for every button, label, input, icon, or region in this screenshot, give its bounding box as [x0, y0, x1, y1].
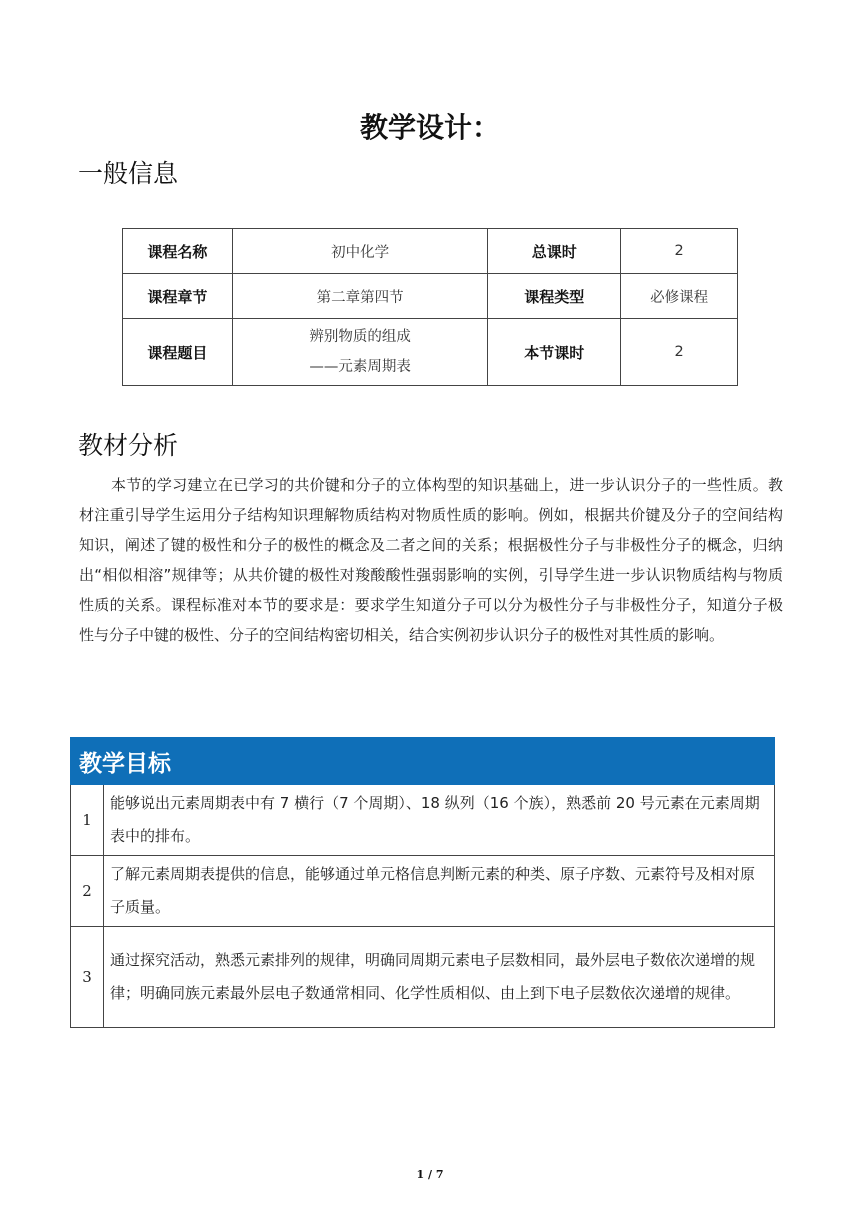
goal-number: 1 [71, 785, 104, 856]
course-topic-label: 课程题目 [123, 319, 233, 386]
course-topic-value [232, 319, 488, 386]
course-chapter-value: 第二章第四节 [232, 274, 488, 319]
goals-header-row [71, 738, 775, 785]
teaching-goals-heading: 教学目标 [71, 738, 775, 785]
document-title: 教学设计： [359, 111, 500, 144]
total-hours-value: 2 [621, 229, 738, 274]
section-hours-label: 本节课时 [488, 319, 621, 386]
teaching-goals-table [70, 737, 775, 1028]
course-topic-line-1: 辨别物质的组成 [309, 329, 411, 345]
course-name-label: 课程名称 [123, 229, 233, 274]
course-type-label: 课程类型 [488, 274, 621, 319]
goal-number: 2 [71, 856, 104, 927]
course-type-value: 必修课程 [621, 274, 738, 319]
course-chapter-label: 课程章节 [123, 274, 233, 319]
material-analysis-heading: 教材分析 [78, 431, 179, 460]
table-row [71, 856, 775, 927]
table-row [123, 274, 738, 319]
course-topic-line-2: ——元素周期表 [309, 359, 411, 375]
section-hours-value: 2 [621, 319, 738, 386]
goal-text: 了解元素周期表提供的信息，能够通过单元格信息判断元素的种类、原子序数、元素符号及相对原子质量。 [104, 856, 775, 927]
goal-number: 3 [71, 927, 104, 1028]
page-number: 1 / 7 [416, 1168, 444, 1181]
goal-text: 能够说出元素周期表中有 7 横行（7 个周期）、18 纵列（16 个族），熟悉前 20 号元素在元素周期表中的排布。 [104, 785, 775, 856]
table-row [123, 229, 738, 274]
table-row [71, 785, 775, 856]
course-name-value: 初中化学 [232, 229, 488, 274]
table-row [71, 927, 775, 1028]
general-info-heading: 一般信息 [78, 159, 179, 188]
material-analysis-paragraph: 本节的学习建立在已学习的共价键和分子的立体构型的知识基础上，进一步认识分子的一些性质。教材注重引导学生运用分子结构知识理解物质结构对物质性质的影响。例如，根据共价键及分子的空间结构知识，阐述了键的极性和分子的极性的概念及二者之间的关系；根据极性分子与非极性分子的概念，归纳出“相似相溶”规律等；从共价键的极性对羧酸酸性强弱影响的实例，引导学生进一步认识物质结构与物质性质的关系。课程标准对本节的要求是：要求学生知道分子可以分为极性分子与非极性分子，知道分子极性与分子中键的极性、分子的空间结构密切相关，结合实例初步认识分子的极性对其性质的影响。 [79, 476, 783, 644]
table-row [123, 319, 738, 386]
total-hours-label: 总课时 [488, 229, 621, 274]
goal-text: 通过探究活动，熟悉元素排列的规律，明确同周期元素电子层数相同，最外层电子数依次递增的规律；明确同族元素最外层电子数通常相同、化学性质相似、由上到下电子层数依次递增的规律。 [104, 927, 775, 1028]
course-info-table [122, 228, 738, 386]
